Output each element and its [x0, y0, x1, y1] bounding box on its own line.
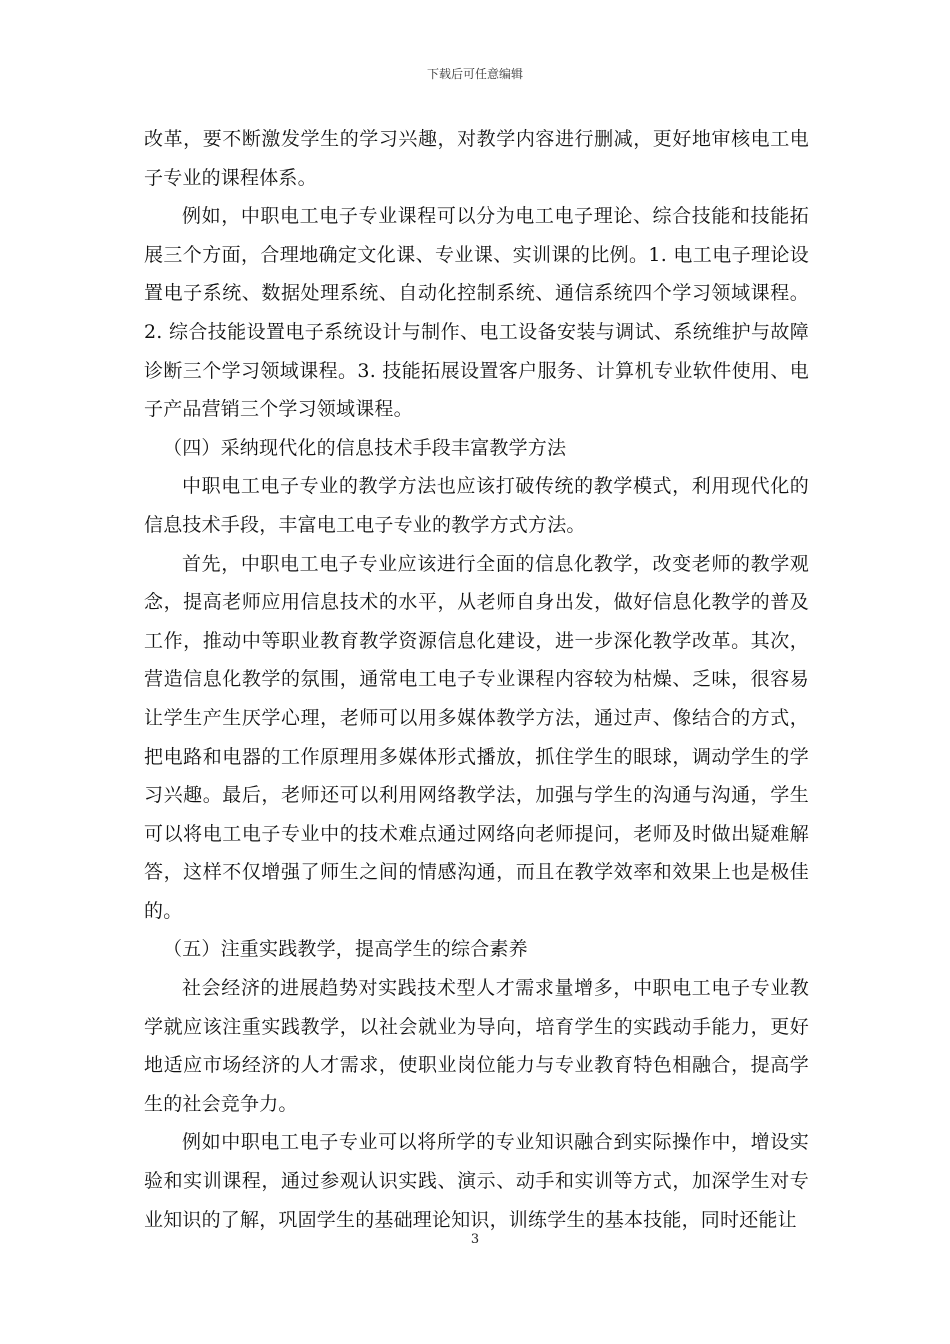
paragraph-teaching-methods: 中职电工电子专业的教学方法也应该打破传统的教学模式，利用现代化的信息技术手段，丰富电工电子专业的教学方式方法。 — [144, 475, 809, 536]
section-heading-4: （四）采纳现代化的信息技术手段丰富教学方法 — [163, 436, 567, 459]
section-heading-5: （五）注重实践教学，提高学生的综合素养 — [163, 938, 528, 961]
paragraph-informatization: 首先，中职电工电子专业应该进行全面的信息化教学，改变老师的教学观念，提高老师应用信息技术的水平，从老师自身出发，做好信息化教学的普及工作，推动中等职业教育教学资源信息化建设，进一步深化教学改革。其次，营造信息化教学的氛围，通常电工电子专业课程内容较为枯燥、乏味，很容易让学生产生厌学心理，老师可以用多媒体教学方法，通过声、像结合的方式，把电路和电器的工作原理用多媒体形式播放，抓住学生的眼球，调动学生的学习兴趣。最后，老师还可以利用网络教学法，加强与学生的沟通与沟通，学生可以将电工电子专业中的技术难点通过网络向老师提问，老师及时做出疑难解答，这样不仅增强了师生之间的情感沟通，而且在教学效率和效果上也是极佳的。 — [144, 552, 809, 922]
paragraph-practice-example: 例如中职电工电子专业可以将所学的专业知识融合到实际操作中，增设实验和实训课程，通过参观认识实践、演示、动手和实训等方式，加深学生对专业知识的了解，巩固学生的基础理论知识，训练学生的基本技能，同时还能让 — [144, 1131, 809, 1231]
page-number: 3 — [470, 1232, 480, 1247]
page-header: 下载后可任意编辑 — [426, 67, 523, 81]
paragraph-curriculum-example: 例如，中职电工电子专业课程可以分为电工电子理论、综合技能和技能拓展三个方面，合理地确定文化课、专业课、实训课的比例。1. 电工电子理论设置电子系统、数据处理系统、自动化控制系统、通信系统四个学习领域课程。2. 综合技能设置电子系统设计与制作、电工设备安装与调试、系统维护与故障诊断三个学习领域课程。3. 技能拓展设置客户服务、计算机专业软件使用、电子产品营销三个学习领域课程。 — [144, 205, 809, 421]
paragraph-continuation: 改革，要不断激发学生的学习兴趣，对教学内容进行删减，更好地审核电工电子专业的课程体系。 — [144, 128, 809, 189]
paragraph-practice-teaching: 社会经济的进展趋势对实践技术型人才需求量增多，中职电工电子专业教学就应该注重实践教学，以社会就业为导向，培育学生的实践动手能力，更好地适应市场经济的人才需求，使职业岗位能力与专业教育特色相融合，提高学生的社会竞争力。 — [144, 977, 809, 1115]
document-body — [144, 120, 809, 1239]
